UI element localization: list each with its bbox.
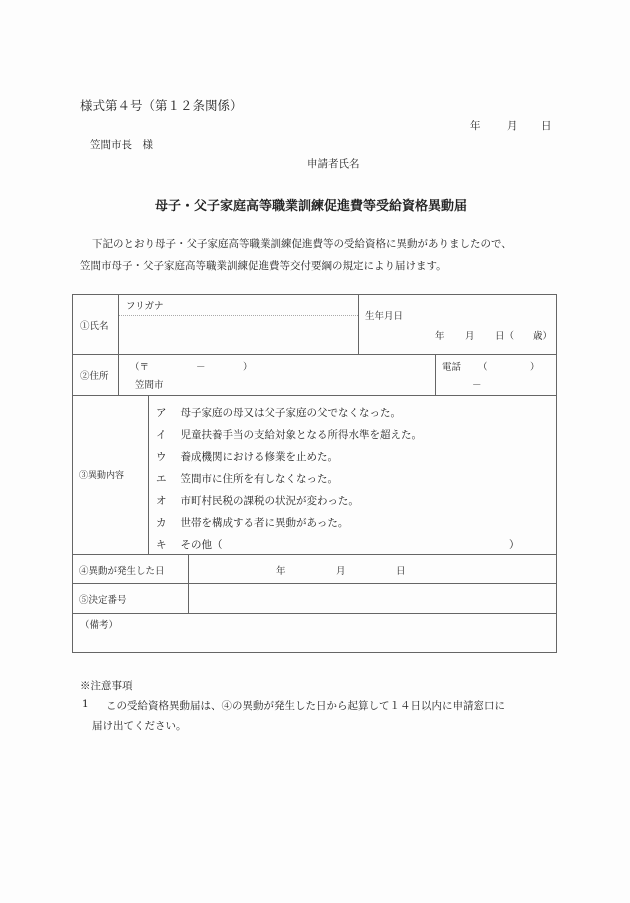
phone-label: 電話 — [442, 362, 462, 373]
phone-open: （ — [478, 362, 488, 373]
postal-dash: － — [196, 362, 206, 373]
phone-dash: － — [472, 380, 482, 391]
name-field[interactable] — [120, 317, 356, 353]
change-item[interactable]: イ 児童扶養手当の支給対象となる所得水準を超えた。 — [156, 429, 422, 441]
note-line-2: 届け出てください。 — [92, 720, 187, 732]
address-label: ②住所 — [80, 371, 109, 382]
note-line-1: この受給資格異動届は、④の異動が発生した日から起算して１４日以内に申請窓口に — [106, 700, 505, 712]
intro-line-2: 笠間市母子・父子家庭高等職業訓練促進費等交付要綱の規定により届けます。 — [80, 260, 447, 272]
change-item[interactable]: オ 市町村民税の課税の状況が変わった。 — [156, 495, 359, 507]
change-day: 日 — [396, 566, 406, 577]
document-title: 母子・父子家庭高等職業訓練促進費等受給資格異動届 — [155, 199, 468, 214]
note-number: 1 — [82, 698, 89, 710]
date-month: 月 — [507, 120, 518, 132]
change-month: 月 — [336, 566, 346, 577]
remarks-field[interactable] — [74, 630, 554, 650]
change-item[interactable]: キ その他（ — [156, 539, 223, 551]
phone-close: ） — [530, 362, 540, 373]
change-item[interactable]: ウ 養成機関における修業を止めた。 — [156, 451, 338, 463]
address-field[interactable] — [170, 374, 430, 392]
change-item[interactable]: ア 母子家庭の母又は父子家庭の父でなくなった。 — [156, 407, 401, 419]
postal-close: ） — [243, 362, 253, 373]
change-item[interactable]: カ 世帯を構成する者に異動があった。 — [156, 517, 349, 529]
age-suffix: 歳） — [533, 331, 553, 342]
birth-year: 年 — [435, 331, 445, 342]
other-close: ） — [509, 539, 520, 551]
furigana-field[interactable] — [190, 296, 355, 314]
applicant-label: 申請者氏名 — [307, 158, 360, 170]
birthdate-label: 生年月日 — [365, 311, 404, 322]
birth-month: 月 — [465, 331, 475, 342]
intro-line-1: 下記のとおり母子・父子家庭高等職業訓練促進費等の受給資格に異動がありましたので、 — [92, 238, 512, 250]
birth-day: 日（ — [495, 331, 515, 342]
postal-open: （〒 — [130, 362, 150, 373]
furigana-label: フリガナ — [126, 301, 164, 312]
name-label: ①氏名 — [80, 321, 109, 332]
notes-heading: ※注意事項 — [80, 680, 133, 692]
form-number: 様式第４号（第１２条関係） — [80, 98, 243, 113]
decision-field[interactable] — [190, 585, 554, 611]
change-year: 年 — [276, 566, 286, 577]
city: 笠間市 — [135, 380, 164, 391]
addressee: 笠間市長 様 — [90, 139, 153, 151]
remarks-label: （備考） — [80, 620, 119, 631]
decision-label: ⑤決定番号 — [79, 595, 127, 606]
change-item[interactable]: エ 笠間市に住所を有しなくなった。 — [156, 473, 338, 485]
date-year: 年 — [470, 120, 481, 132]
change-date-label: ④異動が発生した日 — [79, 566, 165, 577]
date-day: 日 — [541, 120, 552, 132]
change-label: ③異動内容 — [79, 471, 125, 481]
